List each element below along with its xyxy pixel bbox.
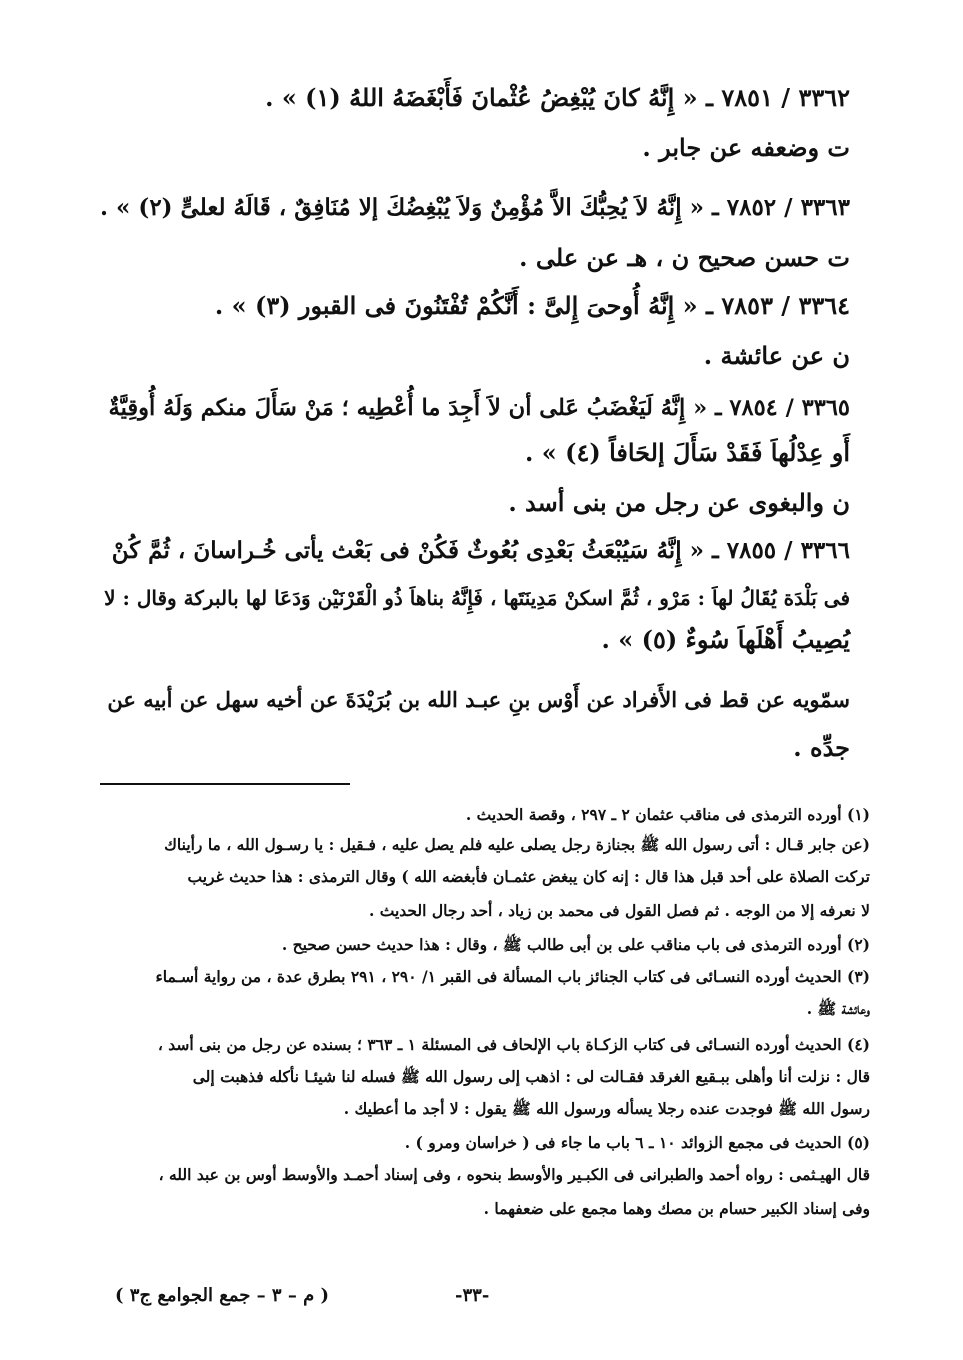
page-number: -٣٣- <box>455 1285 490 1306</box>
source-line-cont: جدِّه . <box>793 733 850 762</box>
source-line: ن والبغوى عن رجل من بنى أسد . <box>508 488 850 517</box>
footnote-2: (٢) أورده الترمذى فى باب مناقب على بن أبى طالب ﷺ ، وقال : هذا حديث حسن صحيح . <box>281 935 870 954</box>
footnote-1-cont: (عن جابر قـال : أتى رسول الله ﷺ بجنازة رجل يصلى عليه فلم يصل عليه ، فـقيل : يا رسـول الله ، ما رأيناك <box>164 835 870 854</box>
footnote-5-cont: وفى إسناد الكبير حسام بن مصك وهما مجمع على ضعفهما . <box>483 1199 870 1218</box>
hadith-3365-cont: أَو عِدْلُهاَ فَقَدْ سَأَلَ إلحَافاً (٤) » . <box>525 438 850 467</box>
footnote-1: (١) أورده الترمذى فى مناقب عثمان ٢ ـ ٢٩٧ ، وقصة الحديث . <box>465 805 870 824</box>
footnote-1-cont: لا نعرفه إلا من الوجه . ثم فصل القول فى محمد بن زياد ، أحد رجال الحديث . <box>368 901 870 920</box>
hadith-3362: ٣٣٦٢ / ٧٨٥١ ـ « إِنَّهُ كانَ يُبْغِضُ عُثْمانَ فَأَبْغَضَهُ اللهُ (١) » . <box>265 83 850 112</box>
source-line: ن عن عائشة . <box>703 341 850 370</box>
footnote-5-cont: قال الهيـثمى : رواه أحمد والطبرانى فى الكبـير والأوسط بنحوه ، وفى إسناد أحمـد والأوسط أوس بن عبد الله ، <box>158 1165 870 1184</box>
footnote-3: (٣) الحديث أورده النسـائى فى كتاب الجنائز باب المسألة فى القبر ١/ ٢٩٠ ، ٢٩١ بطرق عدة ، من رواية أسـماء <box>155 967 870 986</box>
source-line: سمّويه عن قط فى الأَفراد عن أَوْس بنِ عبـد الله بن بُرَيْدَةَ عن أخيه سهل عن أبيه عن <box>107 687 850 712</box>
hadith-3365: ٣٣٦٥ / ٧٨٥٤ ـ « إِنَّهُ لَيَغْضَبُ عَلى أن لاَ أَجِدَ ما أُعْطِيه ؛ مَنْ سَأَلَ منكم وَلَهُ أُوقِيَّةٌ <box>108 395 850 421</box>
footnote-4: (٤) الحديث أورده النسـائى فى كتاب الزكـاة باب الإلحاف فى المسئلة ١ ـ ٣٦٣ ؛ بسنده عن رجل من بنى أسد ، <box>157 1035 870 1054</box>
hadith-3364: ٣٣٦٤ / ٧٨٥٣ ـ « إِنَّهُ أُوحىَ إِلىَّ : أَنَّكُمْ تُفْتَنُونَ فى القبور (٣) » . <box>214 291 850 320</box>
footnote-5: (٥) الحديث فى مجمع الزوائد ١٠ ـ ٦ باب ما جاء فى ( خراسان ومرو ) . <box>404 1133 870 1152</box>
footnote-4-cont: رسول الله ﷺ فوجدت عنده رجلا يسأله ورسول الله ﷺ يقول : لا أجد ما أعطيك . <box>343 1099 870 1118</box>
source-line: ت وضعفه عن جابر . <box>642 133 850 162</box>
footnote-3-cont: وعائشة ﷺ . <box>806 999 870 1018</box>
footnote-4-cont: قال : نزلت أنا وأهلى ببـقيع الغرقد فقـالت لى : اذهب إلى رسول الله ﷺ فسله لنا شيئـا نأكله فذهبت إلى <box>192 1067 870 1086</box>
hadith-3363: ٣٣٦٣ / ٧٨٥٢ ـ « إِنَّهُ لاَ يُحِبُّكَ الاَّ مُؤْمِنٌ وَلاَ يُبْغِضُكَ إلا مُنَافِقٌ ، قَالَهُ لعلىٍّ (٢) » . <box>100 194 850 221</box>
hadith-3366-cont: يُصِيبُ أَهْلَهاَ سُوءٌ (٥) » . <box>601 625 850 654</box>
footnote-separator <box>100 783 350 785</box>
source-line: ت حسن صحيح ن ، هـ عن على . <box>519 243 850 272</box>
hadith-3366-cont: فى بَلْدَة يُقَالُ لهاَ : مَرْو ، ثُمَّ اسكنْ مَدِينَتَها ، فَإِنَّهُ بناهاَ ذُو الْقَرْنَيْن وَدَعَا لها بالبركة وقال : لا <box>104 586 850 610</box>
book-signature: ( م – ٣ – جمع الجوامع ج٣ ) <box>115 1285 330 1306</box>
hadith-3366: ٣٣٦٦ / ٧٨٥٥ ـ « إِنَّهُ سَيُبْعَثُ بَعْدِى بُعُوثٌ فَكُنْ فى بَعْث يأتى خُـراسانَ ، ثُمَّ كُنْ <box>111 537 850 564</box>
footnote-1-cont: تركت الصلاة على أحد قبل هذا قال : إنه كان يبغض عثمـان فأبغضه الله ) وقال الترمذى : هذا حديث غريب <box>187 867 870 886</box>
